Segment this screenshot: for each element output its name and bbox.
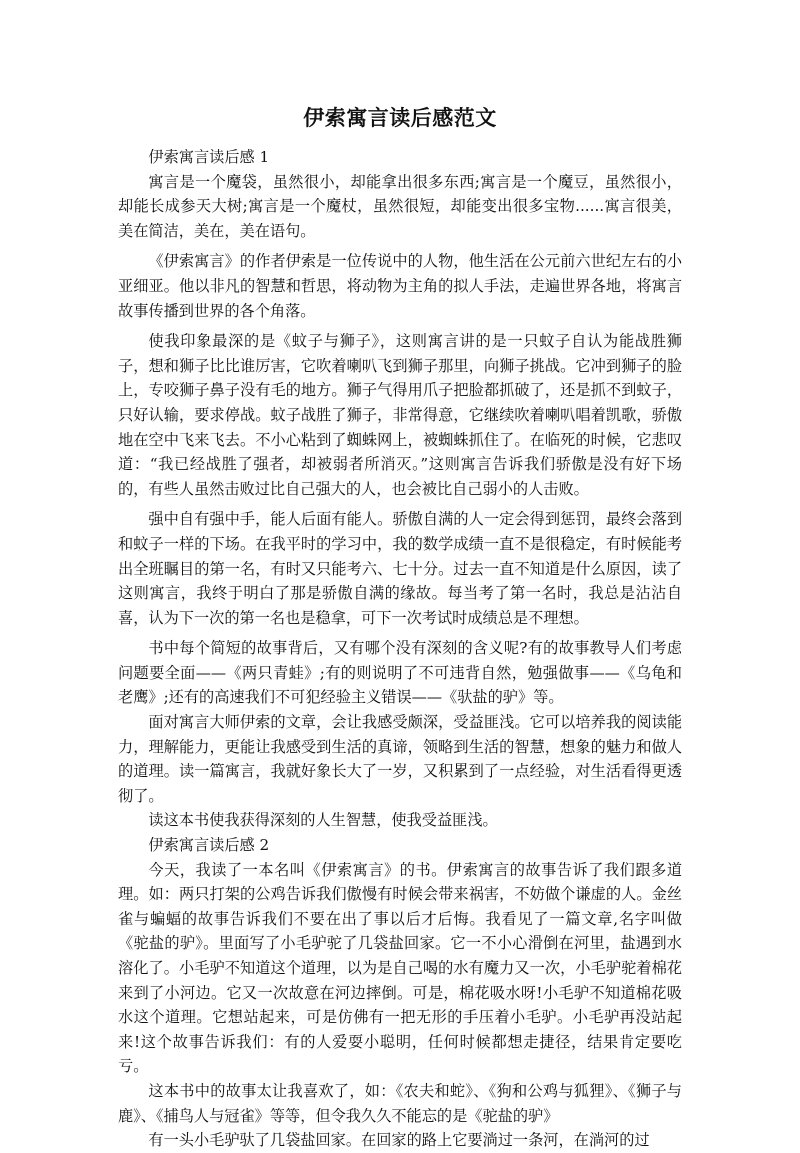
- document-title: 伊索寓言读后感范文: [303, 106, 497, 130]
- paragraph: 今天，我读了一本名叫《伊索寓言》的书。伊索寓言的故事告诉了我们跟多道理。如：两只打架的公鸡告诉我们傲慢有时候会带来祸害，不妨做个谦虚的人。金丝雀与蝙蝠的故事告诉我们不要在出了事以后才后悔。我看见了一篇文章,名字叫做《驼盐的驴》。里面写了小毛驴驼了几袋盐回家。它一不小心滑倒在河里，盐遇到水溶化了。小毛驴不知道这个道理，以为是自己喝的水有魔力又一次，小毛驴驼着棉花来到了小河边。它又一次故意在河边摔倒。可是，棉花吸水呀!小毛驴不知道棉花吸水这个道理。它想站起来，可是仿佛有一把无形的手压着小毛驴。小毛驴再没站起来!这个故事告诉我们：有的人爱耍小聪明，任何时候都想走捷径，结果肯定要吃亏。: [118, 860, 682, 1076]
- paragraph: 有一头小毛驴驮了几袋盐回家。在回家的路上它要淌过一条河，在淌河的过: [148, 1131, 650, 1150]
- paragraph: 使我印象最深的是《蚊子与狮子》，这则寓言讲的是一只蚊子自认为能战胜狮子，想和狮子比比谁厉害，它吹着喇叭飞到狮子那里，向狮子挑战。它冲到狮子的脸上，专咬狮子鼻子没有毛的地方。狮子气得用爪子把脸都抓破了，还是抓不到蚊子，只好认输，要求停战。蚊子战胜了狮子，非常得意，它继续吹着喇叭唱着凯歌，骄傲地在空中飞来飞去。不小心粘到了蜘蛛网上，被蜘蛛抓住了。在临死的时候，它悲叹道：“我已经战胜了强者，却被弱者所消灭。”这则寓言告诉我们骄傲是没有好下场的，有些人虽然击败过比自己强大的人，也会被比自己弱小的人击败。: [118, 332, 682, 498]
- paragraph: 《伊索寓言》的作者伊索是一位传说中的人物，他生活在公元前六世纪左右的小亚细亚。他以非凡的智慧和哲思，将动物为主角的拟人手法，走遍世界各地，将寓言故事传播到世界的各个角落。: [118, 252, 682, 320]
- section-heading: 伊索寓言读后感 2: [148, 836, 270, 855]
- section-heading: 伊索寓言读后感 1: [148, 148, 270, 166]
- document-body: [118, 145, 682, 1153]
- paragraph: 书中每个简短的故事背后，又有哪个没有深刻的含义呢?有的故事教导人们考虑问题要全面——《两只青蛙》;有的则说明了不可违背自然，勉强做事——《乌龟和老鹰》;还有的高速我们不可犯经验主义错误——《驮盐的驴》等。: [118, 639, 682, 707]
- paragraph: 面对寓言大师伊索的文章，会让我感受颇深，受益匪浅。它可以培养我的阅读能力，理解能力，更能让我感受到生活的真谛，领略到生活的智慧，想象的魅力和做人的道理。读一篇寓言，我就好象长大了一岁，又积累到了一点经验，对生活看得更透彻了。: [118, 713, 682, 805]
- paragraph: 强中自有强中手，能人后面有能人。骄傲自满的人一定会得到惩罚，最终会落到和蚊子一样的下场。在我平时的学习中，我的数学成绩一直不是很稳定，有时候能考出全班瞩目的第一名，有时又只能考六、七十分。过去一直不知道是什么原因，读了这则寓言，我终于明白了那是骄傲自满的缘故。每当考了第一名时，我总是沾沾自喜，认为下一次的第一名也是稳拿，可下一次考试时成绩总是不理想。: [118, 510, 682, 627]
- paragraph: 这本书中的故事太让我喜欢了，如：《农夫和蛇》、《狗和公鸡与狐狸》、《狮子与鹿》、《捕鸟人与冠雀》等等，但令我久久不能忘的是《驼盐的驴》: [118, 1081, 682, 1125]
- paragraph: 读这本书使我获得深刻的人生智慧，使我受益匪浅。: [148, 811, 498, 830]
- paragraph: 寓言是一个魔袋，虽然很小，却能拿出很多东西;寓言是一个魔豆，虽然很小，却能长成参天大树;寓言是一个魔杖，虽然很短，却能变出很多宝物......寓言很美，美在简洁，美在，美在语句。: [118, 172, 682, 240]
